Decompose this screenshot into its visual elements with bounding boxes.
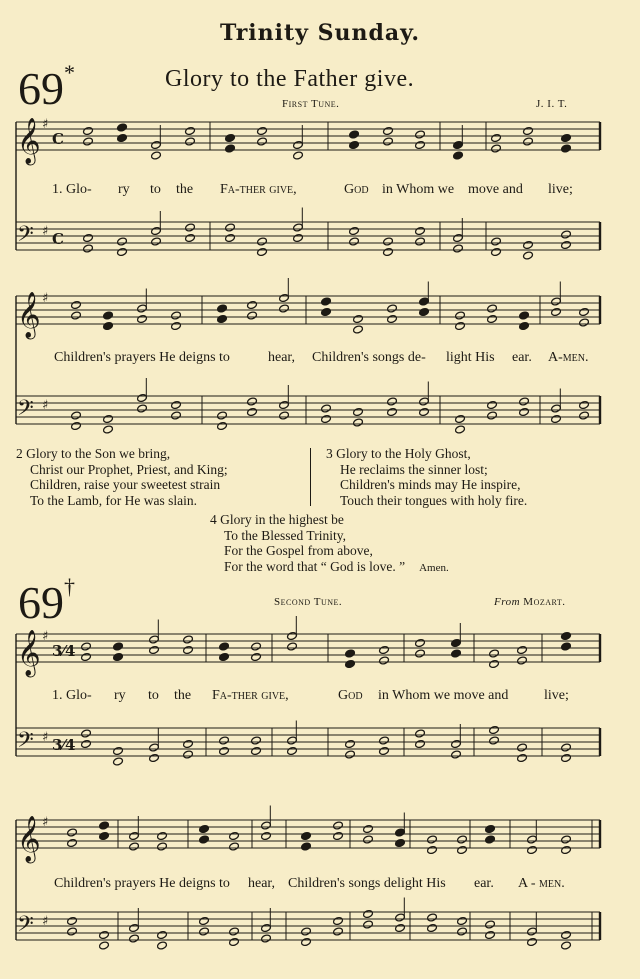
- note-head: [257, 137, 268, 146]
- tune-label-second: Second Tune.: [274, 596, 343, 608]
- note-head: [415, 226, 426, 235]
- note-head: [419, 407, 430, 416]
- note-head: [117, 133, 128, 142]
- note-head: [453, 244, 464, 253]
- note-head: [229, 937, 240, 946]
- note-head: [71, 300, 82, 309]
- note-head: [149, 743, 160, 752]
- note-head: [149, 753, 160, 762]
- note-head: [487, 304, 498, 313]
- note-head: [551, 297, 562, 306]
- note-head: [67, 828, 78, 837]
- note-head: [415, 649, 426, 658]
- note-head: [151, 237, 162, 246]
- note-head: [225, 133, 236, 142]
- note-head: [247, 300, 258, 309]
- note-head: [387, 407, 398, 416]
- note-head: [279, 293, 290, 302]
- note-head: [199, 927, 210, 936]
- note-head: [345, 750, 356, 759]
- note-head: [287, 642, 298, 651]
- note-head: [81, 739, 92, 748]
- note-head: [561, 642, 572, 651]
- note-head: [287, 631, 298, 640]
- note-head: [379, 746, 390, 755]
- note-head: [333, 916, 344, 925]
- note-head: [171, 400, 182, 409]
- note-head: [151, 140, 162, 149]
- note-head: [489, 725, 500, 734]
- note-head: [103, 414, 114, 423]
- note-head: [171, 321, 182, 330]
- bass-clef-icon: 𝄢: [17, 728, 34, 758]
- note-head: [301, 937, 312, 946]
- time-signature: 3⁄4: [52, 736, 76, 754]
- hymn-number-second: 69†: [18, 574, 75, 628]
- note-head: [561, 835, 572, 844]
- tune-label-first: First Tune.: [282, 98, 340, 110]
- note-head: [489, 649, 500, 658]
- note-head: [183, 635, 194, 644]
- treble-clef-icon: 𝄞: [17, 292, 41, 338]
- note-head: [103, 425, 114, 434]
- lyric-line-1a: 1. Glo- ry to the Fa-ther give, God in Whom we move and live;: [52, 182, 573, 197]
- verse-4: 4 Glory in the highest be To the Blessed Trinity, For the Gospel from above, For the word that “ God is love. ” Amen.: [210, 512, 449, 574]
- note-head: [301, 831, 312, 840]
- note-head: [561, 743, 572, 752]
- time-signature: C: [52, 230, 64, 248]
- note-head: [453, 151, 464, 160]
- sharp-icon: ♯: [42, 629, 49, 644]
- note-head: [379, 736, 390, 745]
- note-head: [149, 635, 160, 644]
- note-head: [157, 831, 168, 840]
- note-head: [415, 237, 426, 246]
- note-head: [561, 631, 572, 640]
- note-head: [491, 247, 502, 256]
- note-head: [353, 418, 364, 427]
- note-head: [279, 400, 290, 409]
- note-head: [383, 247, 394, 256]
- note-head: [293, 140, 304, 149]
- note-head: [217, 314, 228, 323]
- note-head: [219, 652, 230, 661]
- note-head: [183, 739, 194, 748]
- note-head: [451, 649, 462, 658]
- note-head: [137, 393, 148, 402]
- note-head: [301, 842, 312, 851]
- note-head: [183, 750, 194, 759]
- note-head: [321, 307, 332, 316]
- treble-clef-icon: 𝄞: [17, 816, 41, 862]
- sharp-icon: ♯: [42, 730, 49, 745]
- note-head: [293, 223, 304, 232]
- note-head: [225, 223, 236, 232]
- note-head: [67, 927, 78, 936]
- note-head: [419, 297, 430, 306]
- note-head: [83, 137, 94, 146]
- note-head: [363, 824, 374, 833]
- note-head: [99, 941, 110, 950]
- note-head: [83, 126, 94, 135]
- note-head: [287, 746, 298, 755]
- note-head: [487, 411, 498, 420]
- note-head: [395, 923, 406, 932]
- note-head: [129, 923, 140, 932]
- hymn-number-first: 69*: [18, 60, 75, 114]
- note-head: [363, 909, 374, 918]
- note-head: [523, 126, 534, 135]
- note-head: [217, 304, 228, 313]
- note-head: [517, 753, 528, 762]
- note-head: [185, 137, 196, 146]
- note-head: [219, 642, 230, 651]
- sharp-icon: ♯: [42, 815, 49, 830]
- note-head: [387, 304, 398, 313]
- note-head: [117, 237, 128, 246]
- note-head: [427, 835, 438, 844]
- note-head: [457, 845, 468, 854]
- note-head: [99, 821, 110, 830]
- hymn-title: Glory to the Father give.: [165, 66, 415, 92]
- note-head: [395, 828, 406, 837]
- note-head: [117, 247, 128, 256]
- sharp-icon: ♯: [42, 914, 49, 929]
- note-head: [199, 824, 210, 833]
- note-head: [185, 126, 196, 135]
- note-head: [321, 404, 332, 413]
- note-head: [379, 656, 390, 665]
- note-head: [185, 233, 196, 242]
- bass-clef-icon: 𝄢: [17, 912, 34, 942]
- note-head: [353, 407, 364, 416]
- note-head: [395, 838, 406, 847]
- note-head: [579, 411, 590, 420]
- note-head: [561, 930, 572, 939]
- note-head: [395, 913, 406, 922]
- note-head: [353, 314, 364, 323]
- note-head: [485, 930, 496, 939]
- note-head: [157, 842, 168, 851]
- note-head: [251, 736, 262, 745]
- note-head: [261, 831, 272, 840]
- note-head: [487, 400, 498, 409]
- note-head: [387, 397, 398, 406]
- note-head: [455, 311, 466, 320]
- note-head: [489, 736, 500, 745]
- note-head: [333, 831, 344, 840]
- note-head: [379, 645, 390, 654]
- note-head: [83, 244, 94, 253]
- note-head: [137, 314, 148, 323]
- note-head: [453, 140, 464, 149]
- note-head: [579, 307, 590, 316]
- note-head: [103, 311, 114, 320]
- note-head: [229, 842, 240, 851]
- note-head: [293, 151, 304, 160]
- note-head: [387, 314, 398, 323]
- composer-second: From Mozart.: [494, 596, 566, 608]
- note-head: [151, 151, 162, 160]
- note-head: [419, 307, 430, 316]
- note-head: [129, 831, 140, 840]
- note-head: [287, 736, 298, 745]
- note-head: [485, 835, 496, 844]
- verse-3: 3 Glory to the Holy Ghost, He reclaims the sinner lost; Children's minds may He inspire, Touch their tongues with holy fire.: [326, 446, 528, 508]
- note-head: [219, 736, 230, 745]
- note-head: [363, 835, 374, 844]
- note-head: [523, 137, 534, 146]
- note-head: [247, 397, 258, 406]
- note-head: [349, 237, 360, 246]
- note-head: [457, 916, 468, 925]
- note-head: [491, 133, 502, 142]
- verse-4-amen: Amen.: [419, 561, 449, 574]
- note-head: [561, 845, 572, 854]
- note-head: [451, 739, 462, 748]
- note-head: [349, 226, 360, 235]
- note-head: [345, 659, 356, 668]
- note-head: [455, 425, 466, 434]
- note-head: [71, 411, 82, 420]
- note-head: [117, 123, 128, 132]
- note-head: [137, 304, 148, 313]
- note-head: [157, 941, 168, 950]
- note-head: [67, 838, 78, 847]
- note-head: [519, 321, 530, 330]
- note-head: [247, 311, 258, 320]
- bass-clef-icon: 𝄢: [17, 222, 34, 252]
- note-head: [129, 842, 140, 851]
- note-head: [519, 397, 530, 406]
- note-head: [99, 930, 110, 939]
- note-head: [487, 314, 498, 323]
- note-head: [363, 920, 374, 929]
- note-head: [185, 223, 196, 232]
- note-head: [561, 144, 572, 153]
- note-head: [103, 321, 114, 330]
- composer-first: J. I. T.: [536, 98, 568, 110]
- note-head: [251, 652, 262, 661]
- note-head: [171, 411, 182, 420]
- note-head: [113, 652, 124, 661]
- note-head: [517, 743, 528, 752]
- note-head: [523, 240, 534, 249]
- lyric-line-2a: Children's prayers He deigns to hear, Children's songs de- light His ear. A-men.: [54, 350, 589, 365]
- note-head: [229, 831, 240, 840]
- note-head: [279, 411, 290, 420]
- note-head: [301, 927, 312, 936]
- note-head: [551, 404, 562, 413]
- note-head: [455, 321, 466, 330]
- note-head: [81, 729, 92, 738]
- note-head: [225, 233, 236, 242]
- note-head: [321, 414, 332, 423]
- note-head: [561, 240, 572, 249]
- treble-clef-icon: 𝄞: [17, 630, 41, 676]
- note-head: [579, 400, 590, 409]
- note-head: [251, 642, 262, 651]
- note-head: [261, 821, 272, 830]
- note-head: [345, 649, 356, 658]
- bass-clef-icon: 𝄢: [17, 396, 34, 426]
- note-head: [551, 307, 562, 316]
- note-head: [151, 226, 162, 235]
- note-head: [527, 835, 538, 844]
- note-head: [519, 407, 530, 416]
- note-head: [517, 656, 528, 665]
- note-head: [149, 645, 160, 654]
- note-head: [199, 916, 210, 925]
- note-head: [561, 753, 572, 762]
- lyric-line-2b: Children's prayers He deigns to hear, Children's songs delight His ear. A - men.: [54, 876, 565, 891]
- note-head: [451, 750, 462, 759]
- note-head: [349, 140, 360, 149]
- note-head: [229, 927, 240, 936]
- page-header: Trinity Sunday.: [219, 20, 421, 46]
- sharp-icon: ♯: [42, 117, 49, 132]
- note-head: [247, 407, 258, 416]
- note-head: [99, 831, 110, 840]
- note-head: [415, 130, 426, 139]
- note-head: [333, 927, 344, 936]
- note-head: [415, 739, 426, 748]
- note-head: [71, 311, 82, 320]
- note-head: [321, 297, 332, 306]
- time-signature: C: [52, 130, 64, 148]
- note-head: [251, 746, 262, 755]
- note-head: [261, 923, 272, 932]
- note-head: [485, 920, 496, 929]
- note-head: [129, 934, 140, 943]
- note-head: [81, 652, 92, 661]
- note-head: [225, 144, 236, 153]
- note-head: [67, 916, 78, 925]
- lyric-line-1b: 1. Glo- ry to the Fa-ther give, God in Whom we move and live;: [52, 688, 569, 703]
- note-head: [561, 133, 572, 142]
- note-head: [491, 237, 502, 246]
- note-head: [519, 311, 530, 320]
- note-head: [485, 824, 496, 833]
- note-head: [219, 746, 230, 755]
- note-head: [279, 304, 290, 313]
- note-head: [261, 934, 272, 943]
- note-head: [113, 757, 124, 766]
- note-head: [81, 642, 92, 651]
- note-head: [415, 140, 426, 149]
- note-head: [457, 927, 468, 936]
- note-head: [183, 645, 194, 654]
- sharp-icon: ♯: [42, 398, 49, 413]
- note-head: [71, 421, 82, 430]
- note-head: [333, 821, 344, 830]
- note-head: [293, 233, 304, 242]
- note-head: [113, 746, 124, 755]
- note-head: [579, 318, 590, 327]
- note-head: [491, 144, 502, 153]
- note-head: [345, 739, 356, 748]
- note-head: [199, 835, 210, 844]
- note-head: [83, 233, 94, 242]
- note-head: [523, 251, 534, 260]
- note-head: [217, 411, 228, 420]
- note-head: [383, 137, 394, 146]
- time-signature: 3⁄4: [52, 642, 76, 660]
- note-head: [415, 729, 426, 738]
- note-head: [517, 645, 528, 654]
- note-head: [427, 923, 438, 932]
- note-head: [257, 237, 268, 246]
- note-head: [427, 913, 438, 922]
- note-head: [419, 397, 430, 406]
- note-head: [113, 642, 124, 651]
- note-head: [383, 237, 394, 246]
- note-head: [457, 835, 468, 844]
- sharp-icon: ♯: [42, 224, 49, 239]
- note-head: [451, 638, 462, 647]
- note-head: [383, 126, 394, 135]
- note-head: [415, 638, 426, 647]
- note-head: [561, 941, 572, 950]
- note-head: [455, 414, 466, 423]
- note-head: [561, 230, 572, 239]
- note-head: [217, 421, 228, 430]
- sharp-icon: ♯: [42, 291, 49, 306]
- note-head: [527, 937, 538, 946]
- note-head: [527, 845, 538, 854]
- note-head: [157, 930, 168, 939]
- note-head: [171, 311, 182, 320]
- treble-clef-icon: 𝄞: [17, 118, 41, 164]
- note-head: [489, 659, 500, 668]
- note-head: [257, 126, 268, 135]
- note-head: [551, 414, 562, 423]
- verse-2: 2 Glory to the Son we bring, Christ our Prophet, Priest, and King; Children, raise your sweetest strain To the Lamb, for He was slain.: [16, 446, 228, 508]
- note-head: [427, 845, 438, 854]
- note-head: [349, 130, 360, 139]
- note-head: [137, 404, 148, 413]
- note-head: [257, 247, 268, 256]
- note-head: [527, 927, 538, 936]
- note-head: [353, 325, 364, 334]
- note-head: [453, 233, 464, 242]
